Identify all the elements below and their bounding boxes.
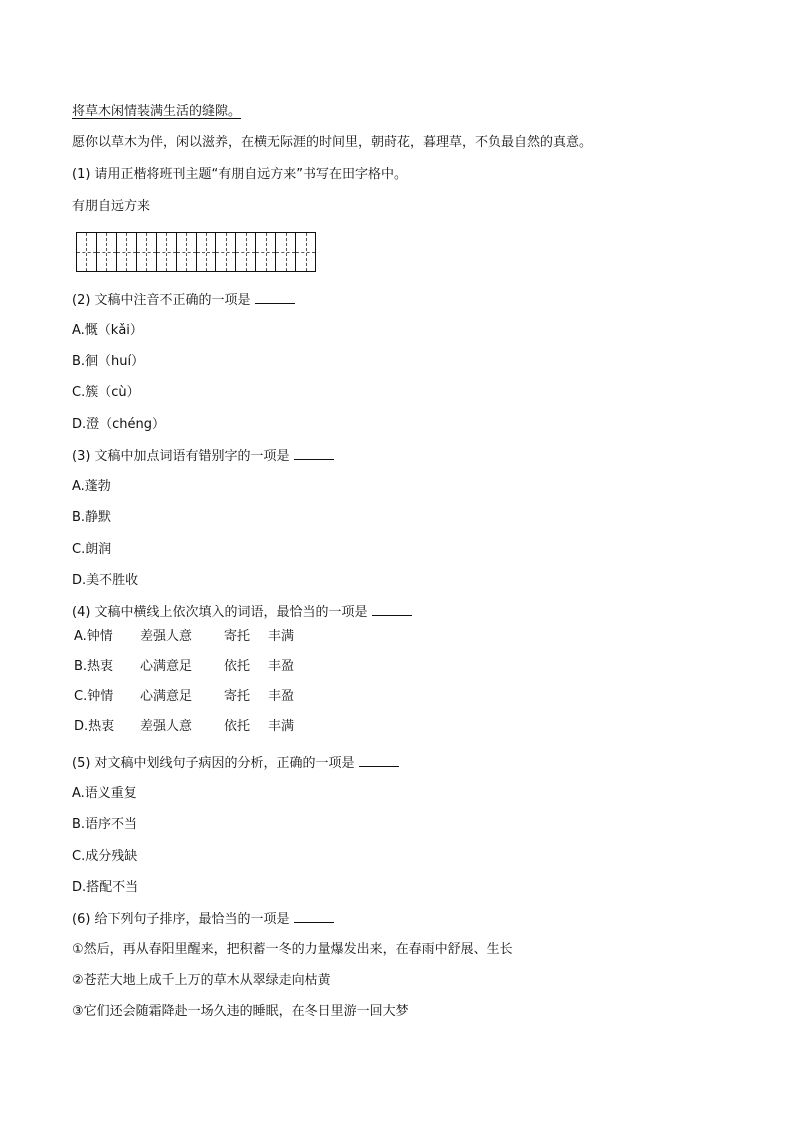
q3-option-a: A.蓬勃	[72, 479, 111, 494]
q4-option-d-word-4: 丰满	[268, 719, 295, 734]
q3-option-d: D.美不胜收	[72, 573, 139, 588]
q4-option-b-word-3: 依托	[224, 659, 251, 674]
q4-option-b-word-2: 心满意足	[140, 659, 193, 674]
q6-sentence-1: ①然后，再从春阳里醒来，把积蓄一冬的力量爆发出来，在春雨中舒展、生长	[72, 942, 513, 957]
tianzige-cell	[276, 233, 296, 271]
q5-option-d: D.搭配不当	[72, 880, 139, 895]
tianzige-grid	[76, 232, 316, 272]
tianzige-cell	[216, 233, 236, 271]
q4-option-d-word-1: D.热衷	[74, 719, 115, 734]
tianzige-cell	[77, 233, 97, 271]
q6-prompt	[72, 910, 334, 929]
tianzige-cell	[296, 233, 315, 271]
q2-option-d: D.澄（chéng）	[72, 417, 166, 432]
q3-option-b: B.静默	[72, 510, 112, 525]
q5-option-b: B.语序不当	[72, 817, 138, 832]
tianzige-cell	[137, 233, 157, 271]
q3-prompt	[72, 447, 334, 466]
q1-theme: 有朋自远方来	[72, 199, 151, 214]
q5-prompt	[72, 754, 399, 773]
q4-option-b	[74, 658, 328, 676]
q2-option-c: C.簇（cù）	[72, 385, 140, 400]
q4-option-a-word-4: 丰满	[268, 629, 295, 644]
q4-option-a-word-3: 寄托	[224, 629, 251, 644]
q4-option-c-word-2: 心满意足	[140, 689, 193, 704]
q6-prompt-text: (6) 给下列句子排序，最恰当的一项是	[72, 912, 290, 927]
q2-prompt	[72, 291, 295, 310]
q2-prompt-text: (2) 文稿中注音不正确的一项是	[72, 293, 251, 308]
q6-sentence-3: ③它们还会随霜降赴一场久违的睡眠，在冬日里游一回大梦	[72, 1004, 409, 1019]
q5-prompt-text: (5) 对文稿中划线句子病因的分析，正确的一项是	[72, 756, 355, 771]
q4-option-d-word-3: 依托	[224, 719, 251, 734]
tianzige-cell	[177, 233, 197, 271]
tianzige-cell	[97, 233, 117, 271]
q3-option-c: C.朗润	[72, 542, 112, 557]
q2-option-a: A.慨（kǎi）	[72, 323, 143, 338]
answer-blank	[255, 291, 295, 304]
tianzige-cell	[236, 233, 256, 271]
tianzige-cell	[157, 233, 177, 271]
intro-line-2: 愿你以草木为伴，闲以滋养，在横无际涯的时间里，朝莳花，暮理草，不负最自然的真意。	[72, 135, 593, 150]
q5-option-a: A.语义重复	[72, 786, 137, 801]
q1-prompt: (1) 请用正楷将班刊主题“有朋自远方来”书写在田字格中。	[72, 167, 408, 182]
q3-prompt-text: (3) 文稿中加点词语有错别字的一项是	[72, 449, 290, 464]
q4-option-c-word-1: C.钟情	[74, 689, 114, 704]
q4-prompt	[72, 603, 412, 622]
answer-blank	[372, 603, 412, 616]
answer-blank	[359, 754, 399, 767]
q4-option-d-word-2: 差强人意	[140, 719, 193, 734]
q4-option-a-word-2: 差强人意	[140, 629, 193, 644]
q4-option-b-word-4: 丰盈	[268, 659, 295, 674]
q6-sentence-2: ②苍茫大地上成千上万的草木从翠绿走向枯黄	[72, 973, 331, 988]
tianzige-cell	[197, 233, 217, 271]
q4-option-b-word-1: B.热衷	[74, 659, 114, 674]
tianzige-cell	[117, 233, 137, 271]
q4-option-a	[74, 628, 328, 646]
tianzige-cell	[256, 233, 276, 271]
q5-option-c: C.成分残缺	[72, 849, 138, 864]
q4-option-c-word-4: 丰盈	[268, 689, 295, 704]
q4-prompt-text: (4) 文稿中横线上依次填入的词语，最恰当的一项是	[72, 605, 368, 620]
q4-option-a-word-1: A.钟情	[74, 629, 113, 644]
intro-line-1: 将草木闲情装满生活的缝隙。	[72, 104, 242, 119]
answer-blank	[294, 910, 334, 923]
q4-option-c-word-3: 寄托	[224, 689, 251, 704]
q4-option-d	[74, 718, 328, 736]
answer-blank	[294, 447, 334, 460]
q2-option-b: B.徊（huí）	[72, 354, 145, 369]
q4-option-c	[74, 688, 328, 706]
